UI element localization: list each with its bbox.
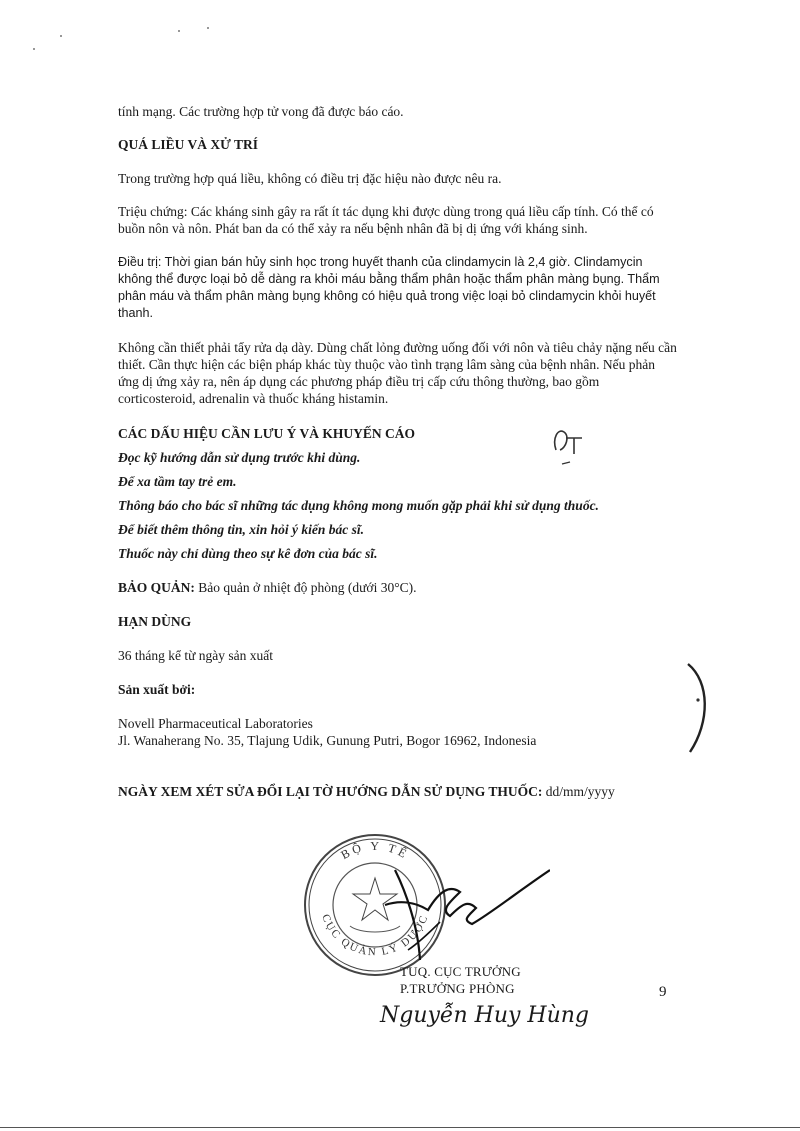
office-line-2: P.TRƯỞNG PHÒNG xyxy=(400,981,515,996)
storage-text: Bảo quản ở nhiệt độ phòng (dưới 30°C). xyxy=(194,580,417,595)
page-number: 9 xyxy=(659,984,667,1000)
storage-label: BẢO QUẢN: xyxy=(118,580,195,595)
revision-line xyxy=(118,783,718,800)
warning-line-3: Thông báo cho bác sĩ những tác dụng không mong muốn gặp phải khi sử dụng thuốc. xyxy=(118,498,599,513)
scan-speck xyxy=(33,48,35,50)
revision-label: NGÀY XEM XÉT SỬA ĐỔI LẠI TỜ HƯỚNG DẪN SỬ DỤNG THUỐC: xyxy=(118,784,543,799)
scan-speck xyxy=(60,35,62,37)
scan-speck xyxy=(178,30,180,32)
warning-line-5: Thuốc này chỉ dùng theo sự kê đơn của bác sĩ. xyxy=(118,546,378,561)
warnings-heading: CÁC DẤU HIỆU CẦN LƯU Ý VÀ KHUYẾN CÁO xyxy=(118,426,416,441)
manufacturer-label: Sản xuất bởi: xyxy=(118,682,196,697)
treatment-paragraph: Điều trị: Thời gian bán hủy sinh học trong huyết thanh của clindamycin là 2,4 giờ. Clindamycin không thể được loại bỏ dễ dàng ra khỏi máu bằng thẩm phân hoặc thẩm phân màng bụng. Thẩm phân máu và thẩm phân màng bụng không có hiệu quả trong việc loại bỏ clindamycin khỏi huyết thanh. xyxy=(118,255,660,320)
expiry-text: 36 tháng kể từ ngày sản xuất xyxy=(118,648,274,663)
manufacturer-name: Novell Pharmaceutical Laboratories xyxy=(118,716,313,731)
overdose-heading: QUÁ LIỀU VÀ XỬ TRÍ xyxy=(118,137,259,152)
scan-mark xyxy=(680,660,720,756)
warning-line-1: Đọc kỹ hướng dẫn sử dụng trước khi dùng. xyxy=(118,450,361,465)
intro-line: tính mạng. Các trường hợp tử vong đã được báo cáo. xyxy=(118,104,404,119)
scan-edge xyxy=(0,1127,800,1128)
gastric-paragraph: Không cần thiết phải tẩy rửa dạ dày. Dùng chất lỏng đường uống đối với nôn và tiêu chảy nặng nếu cần thiết. Cần thực hiện các biện pháp khác tùy thuộc vào tình trạng lâm sàng của bệnh nhân. Nếu phản ứng dị ứng xảy ra, nên áp dụng các phương pháp điều trị cấp cứu thông thường, bao gồm corticosteroid, adrenalin và thuốc kháng histamin. xyxy=(118,340,677,406)
stamp-text-bottom: CỤC QUẢN LÝ DƯỢC xyxy=(319,912,431,959)
symptoms-paragraph: Triệu chứng: Các kháng sinh gây ra rất ít tác dụng khi được dùng trong quá liều cấp tính. Có thể có buồn nôn và nôn. Phát ban da có thể xảy ra nếu bệnh nhân đã bị dị ứng với kháng sinh. xyxy=(118,204,654,236)
revision-value: dd/mm/yyyy xyxy=(542,784,615,799)
signature-scribble xyxy=(300,830,550,980)
overdose-paragraph: Trong trường hợp quá liều, không có điều trị đặc hiệu nào được nêu ra. xyxy=(118,171,502,186)
signer-name: Nguyễn Huy Hùng xyxy=(380,1003,590,1028)
storage-line xyxy=(118,579,678,596)
office-line-1: TUQ. CỤC TRƯỞNG xyxy=(400,964,521,979)
warning-line-4: Để biết thêm thông tin, xin hỏi ý kiến bác sĩ. xyxy=(118,522,365,537)
manufacturer-address: Jl. Wanaherang No. 35, Tlajung Udik, Gunung Putri, Bogor 16962, Indonesia xyxy=(118,733,537,748)
scan-speck xyxy=(207,27,209,29)
expiry-heading: HẠN DÙNG xyxy=(118,614,192,629)
warning-line-2: Để xa tầm tay trẻ em. xyxy=(118,474,237,489)
stamp-text-top: BỘ Y TẾ xyxy=(338,838,412,863)
